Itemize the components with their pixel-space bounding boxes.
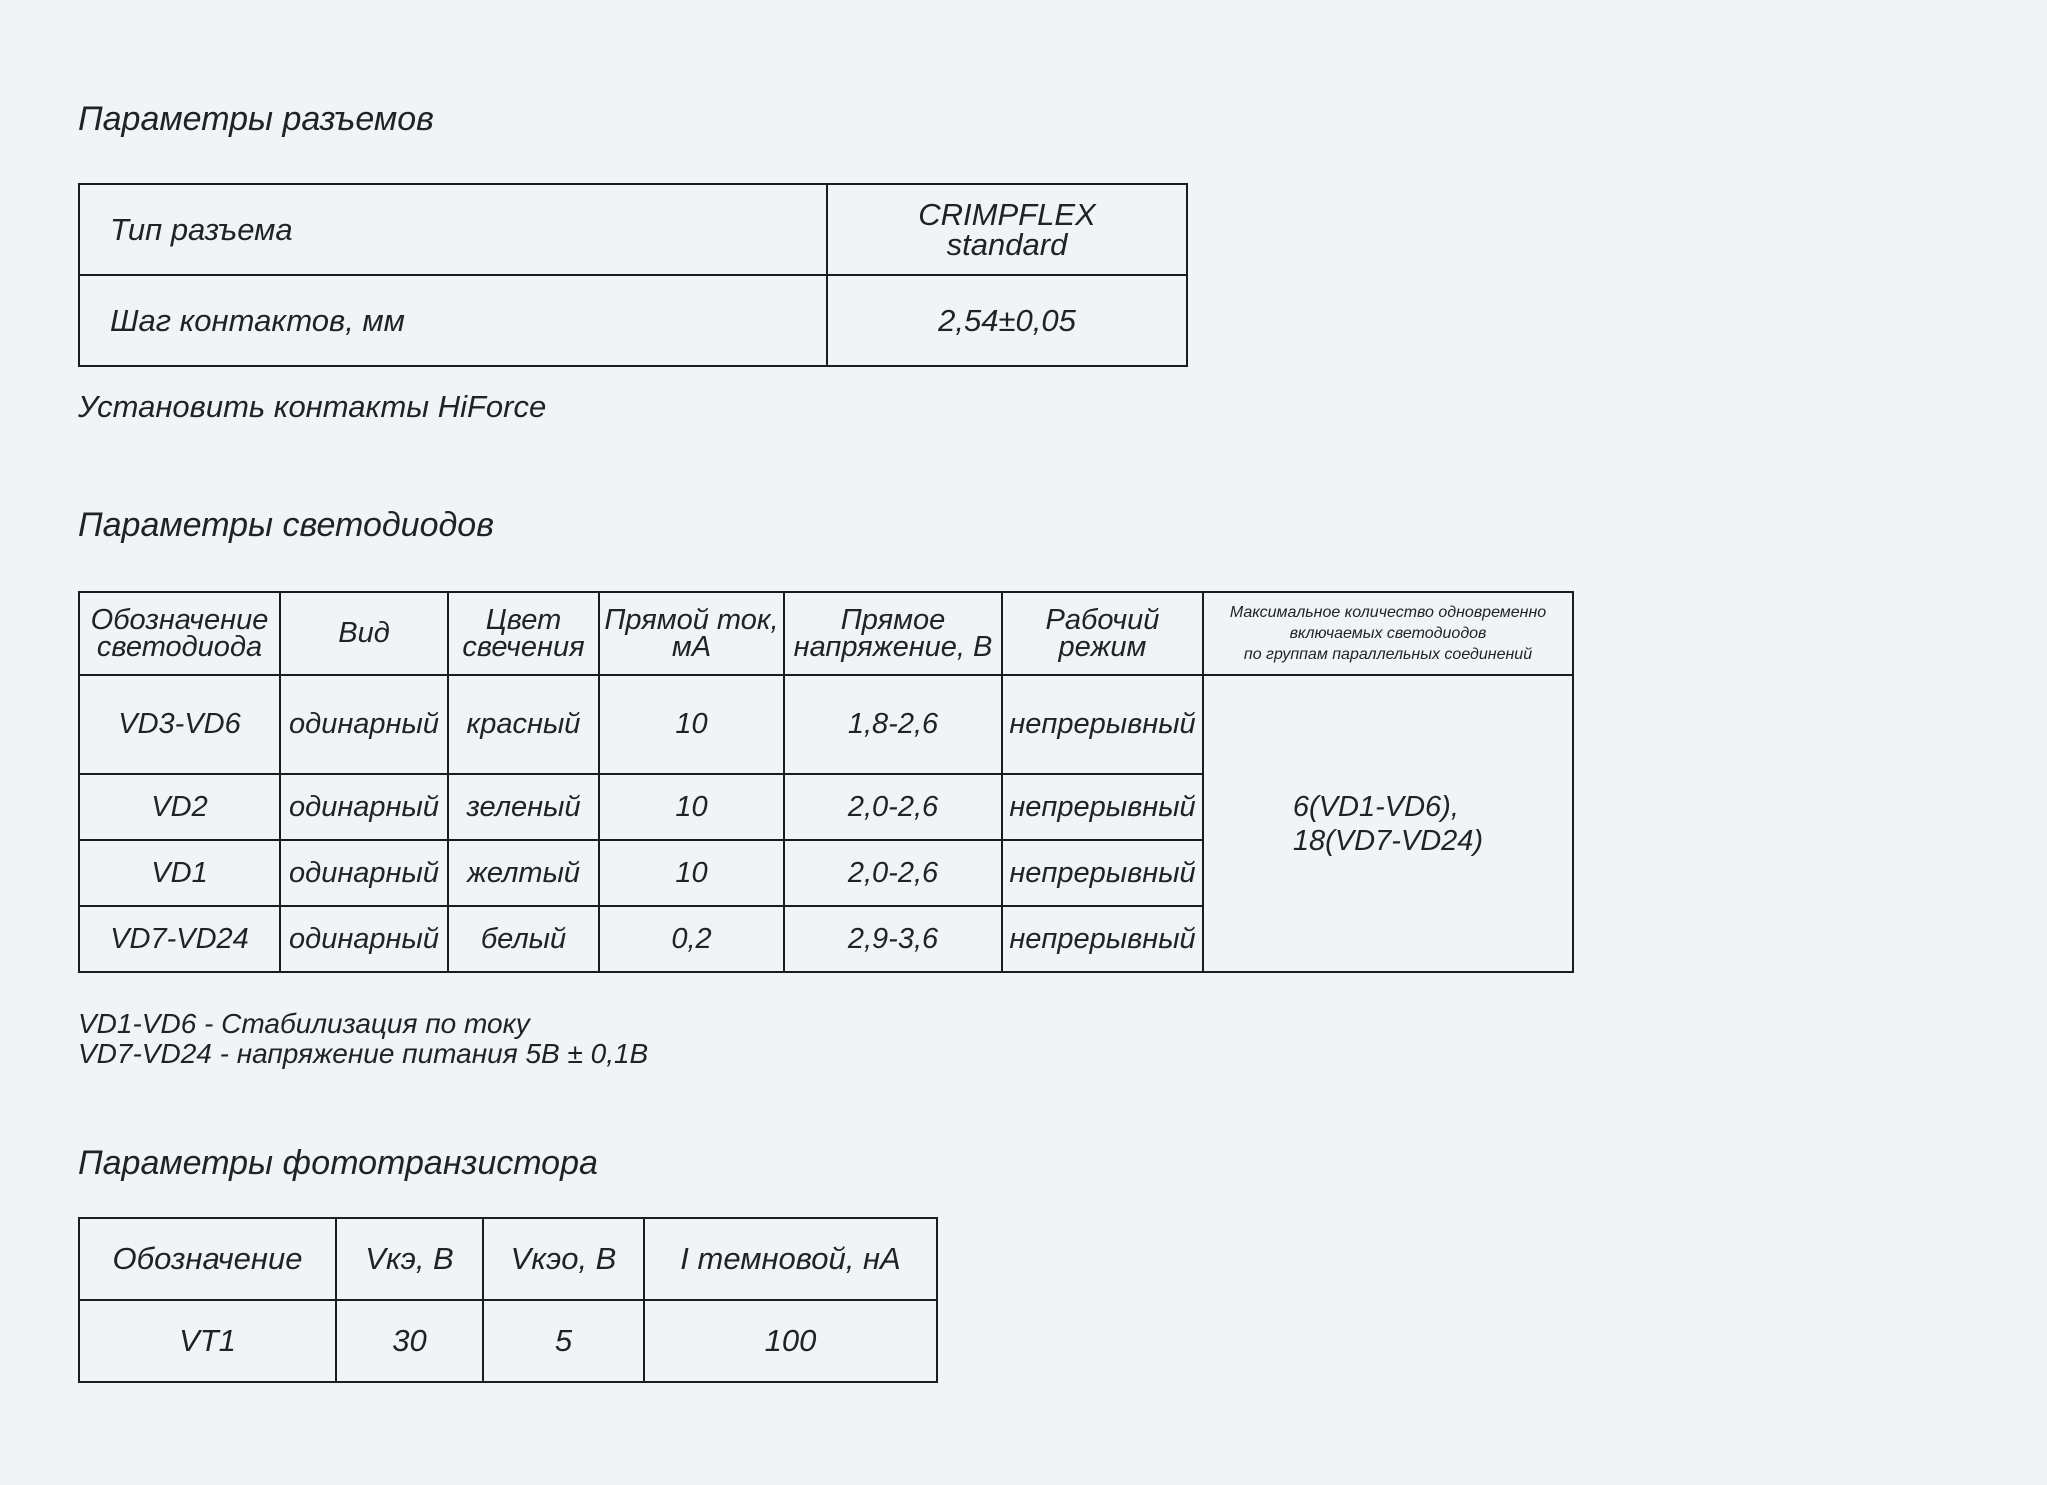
header-mode — [1002, 592, 1203, 675]
max-simultaneous-line2: 18(VD7-VD24) — [1292, 824, 1484, 857]
header-color — [448, 592, 599, 675]
connectors-table — [78, 183, 1188, 367]
cell-dark-current: 100 — [644, 1300, 937, 1382]
header-voltage-line2: напряжение, В — [793, 630, 993, 663]
header-color-line2: свечения — [462, 630, 585, 663]
cell-voltage: 2,0-2,6 — [784, 774, 1002, 840]
cell-color: желтый — [448, 840, 599, 906]
cell-color: белый — [448, 906, 599, 972]
contact-pitch-value: 2,54±0,05 — [827, 275, 1187, 366]
cell-designation: VD2 — [79, 774, 280, 840]
table-row — [79, 1300, 937, 1382]
header-mode-line2: режим — [1058, 630, 1147, 663]
connector-type-value-line2: standard — [946, 226, 1068, 262]
leds-heading: Параметры светодиодов — [78, 506, 494, 544]
header-current-line1: Прямой ток, — [604, 603, 779, 636]
cell-voltage: 1,8-2,6 — [784, 675, 1002, 774]
header-max-line2: включаемых светодиодов — [1289, 625, 1487, 642]
header-voltage-line1: Прямое — [840, 603, 946, 636]
table-header-row — [79, 1218, 937, 1300]
phototransistor-heading: Параметры фототранзистора — [78, 1144, 598, 1182]
cell-designation: VT1 — [79, 1300, 336, 1382]
cell-designation: VD7-VD24 — [79, 906, 280, 972]
header-vceo: Vкэо, В — [483, 1218, 644, 1300]
max-simultaneous-text — [1293, 790, 1483, 858]
leds-notes — [78, 1009, 648, 1069]
max-simultaneous-line1: 6(VD1-VD6), — [1292, 790, 1459, 823]
connectors-note: Установить контакты HiForce — [78, 389, 547, 424]
cell-mode: непрерывный — [1002, 774, 1203, 840]
header-max-line3: по группам параллельных соединений — [1243, 646, 1533, 663]
cell-current: 10 — [599, 774, 784, 840]
leds-note-line1: VD1-VD6 - Стабилизация по току — [78, 1008, 530, 1039]
header-max-line1: Максимальное количество одновременно — [1229, 604, 1547, 621]
header-type-line1: Вид — [338, 617, 390, 649]
cell-vceo: 5 — [483, 1300, 644, 1382]
leds-table — [78, 591, 1574, 973]
table-row — [79, 275, 1187, 366]
header-max-simultaneous — [1203, 592, 1573, 675]
cell-current: 10 — [599, 675, 784, 774]
cell-color: красный — [448, 675, 599, 774]
cell-voltage: 2,9-3,6 — [784, 906, 1002, 972]
connector-type-value-line1: CRIMPFLEX — [918, 196, 1096, 232]
header-current-line2: мА — [671, 630, 712, 663]
cell-mode: непрерывный — [1002, 840, 1203, 906]
cell-max-simultaneous — [1203, 675, 1573, 972]
connector-type-value — [827, 184, 1187, 275]
header-designation: Обозначение — [79, 1218, 336, 1300]
header-color-line1: Цвет — [485, 603, 562, 636]
table-header-row — [79, 592, 1573, 675]
table-row — [79, 184, 1187, 275]
header-designation — [79, 592, 280, 675]
cell-type: одинарный — [280, 906, 448, 972]
cell-designation: VD1 — [79, 840, 280, 906]
header-voltage — [784, 592, 1002, 675]
table-row — [79, 675, 1573, 774]
phototransistor-table — [78, 1217, 938, 1383]
connectors-heading: Параметры разъемов — [78, 100, 434, 138]
cell-mode: непрерывный — [1002, 675, 1203, 774]
cell-type: одинарный — [280, 675, 448, 774]
connector-type-label: Тип разъема — [79, 184, 827, 275]
contact-pitch-label: Шаг контактов, мм — [79, 275, 827, 366]
cell-voltage: 2,0-2,6 — [784, 840, 1002, 906]
header-type — [280, 592, 448, 675]
header-vce: Vкэ, В — [336, 1218, 483, 1300]
header-dark-current: I темновой, нА — [644, 1218, 937, 1300]
cell-type: одинарный — [280, 840, 448, 906]
cell-designation: VD3-VD6 — [79, 675, 280, 774]
header-mode-line1: Рабочий — [1045, 603, 1160, 636]
header-designation-line2: светодиода — [96, 630, 263, 663]
cell-mode: непрерывный — [1002, 906, 1203, 972]
cell-color: зеленый — [448, 774, 599, 840]
cell-current: 0,2 — [599, 906, 784, 972]
cell-type: одинарный — [280, 774, 448, 840]
leds-note-line2: VD7-VD24 - напряжение питания 5В ± 0,1В — [78, 1038, 649, 1069]
cell-current: 10 — [599, 840, 784, 906]
header-designation-line1: Обозначение — [90, 603, 269, 636]
cell-vce: 30 — [336, 1300, 483, 1382]
header-current — [599, 592, 784, 675]
